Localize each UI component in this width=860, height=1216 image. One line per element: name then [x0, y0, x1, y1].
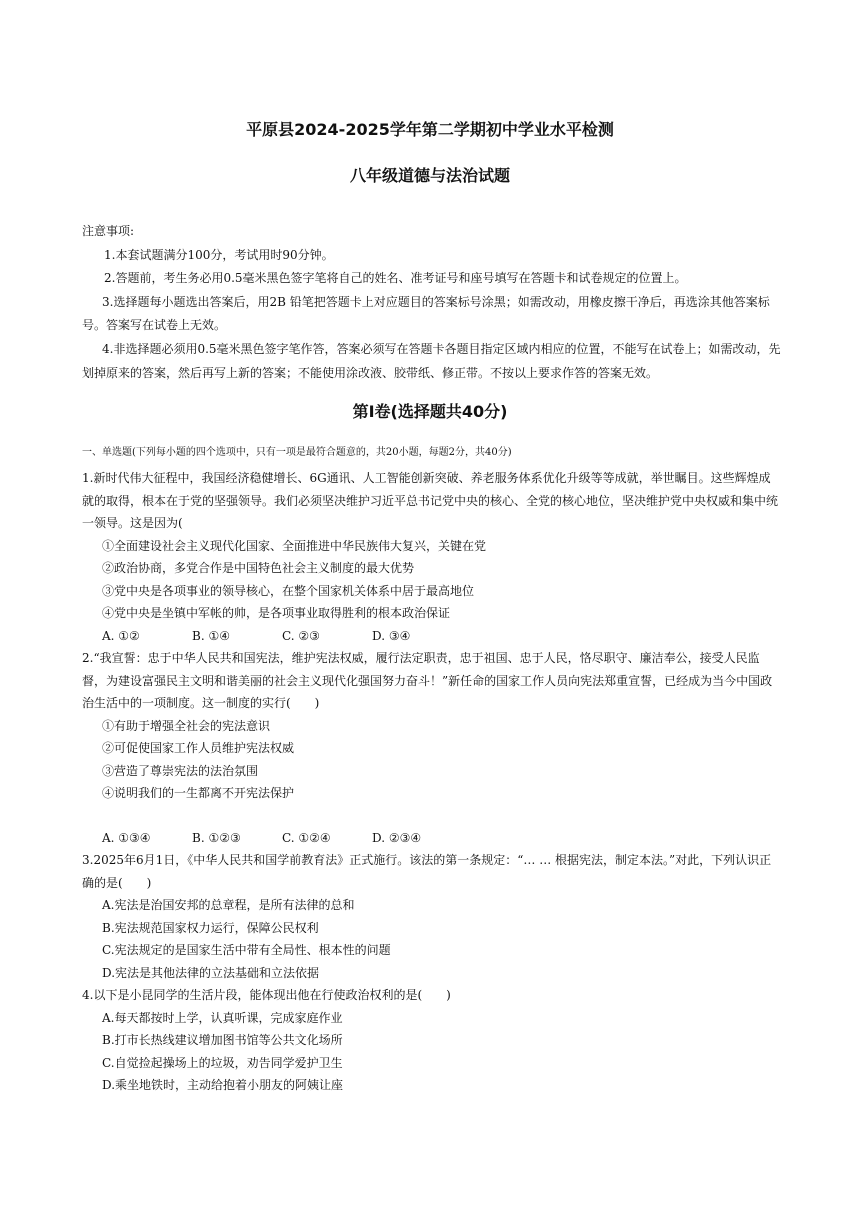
choice-option: D. ②③④: [372, 830, 422, 845]
choice-option: B. ①④: [192, 628, 230, 643]
exam-title: 平原县2024-2025学年第二学期初中学业水平检测: [246, 120, 614, 139]
choice-option: C. ①②④: [282, 830, 331, 845]
option: C.宪法规定的是国家生活中带有全局性、根本性的问题: [102, 943, 391, 957]
option: A.每天都按时上学，认真听课，完成家庭作业: [102, 1010, 343, 1025]
statement: ③党中央是各项事业的领导核心，在整个国家机关体系中居于最高地位: [102, 583, 475, 598]
question-stem: 4.以下是小昆同学的生活片段，能体现出他在行使政治权利的是( ): [82, 988, 451, 1002]
statement: ④说明我们的一生都离不开宪法保护: [102, 786, 295, 800]
notice-item: 1.本套试题满分100分，考试用时90分钟。: [104, 247, 334, 262]
option: B.宪法规范国家权力运行，保障公民权利: [102, 920, 319, 935]
choice-row: [82, 625, 782, 648]
exam-subtitle: 八年级道德与法治试题: [349, 166, 510, 185]
question-stem: 1.新时代伟大征程中，我国经济稳健增长、6G通讯、人工智能创新突破、养老服务体系优化升级等等成就，举世瞩目。这些辉煌成就的取得，根本在于党的坚强领导。我们必须坚决维护习近平总书记党中央的核心、全党的核心地位，坚决维护党中央权威和集中统一领导。这是因为(: [82, 471, 779, 530]
option: D.宪法是其他法律的立法基础和立法依据: [102, 965, 320, 980]
choice-option: C. ②③: [282, 628, 320, 643]
notice-item: 3.选择题每小题选出答案后，用2B 铅笔把答题卡上对应题目的答案标号涂黑；如需改动，用橡皮擦干净后，再选涂其他答案标号。答案写在试卷上无效。: [82, 294, 770, 333]
question-stem: 3.2025年6月1日，《中华人民共和国学前教育法》正式施行。该法的第一条规定：“… … 根据宪法，制定本法。”对此，下列认识正确的是( ): [82, 853, 772, 890]
statement: ②政治协商，多党合作是中国特色社会主义制度的最大优势: [102, 561, 415, 575]
option: C.自觉捡起操场上的垃圾，劝告同学爱护卫生: [102, 1055, 343, 1070]
section-intro: 一、单选题(下列每小题的四个选项中，只有一项是最符合题意的，共20小题，每题2分，共40分): [82, 447, 512, 458]
choice-option: B. ①②③: [192, 830, 241, 845]
blank-line: [82, 805, 782, 827]
choice-option: D. ③④: [372, 628, 411, 643]
choice-row: [82, 827, 782, 850]
choice-option: A. ①③④: [102, 830, 151, 845]
choice-option: A. ①②: [102, 628, 140, 643]
question-stem: 2.“我宣誓：忠于中华人民共和国宪法，维护宪法权威，履行法定职责，忠于祖国、忠于人民，恪尽职守、廉洁奉公，接受人民监督，为建设富强民主文明和谐美丽的社会主义现代化强国努力奋斗！”新任命的国家工作人员向宪法郑重宣誓，已经成为当今中国政治生活中的一项制度。这一制度的实行( ): [82, 651, 773, 710]
question-list: [82, 467, 782, 1097]
option: A.宪法是治国安邦的总章程，是所有法律的总和: [102, 898, 355, 912]
statement: ②可促使国家工作人员维护宪法权威: [102, 741, 295, 755]
option: B.打市长热线建议增加图书馆等公共文化场所: [102, 1033, 343, 1047]
statement: ③营造了尊崇宪法的法治氛围: [102, 763, 259, 778]
notice-heading: 注意事项:: [82, 224, 135, 238]
statement: ①全面建设社会主义现代化国家、全面推进中华民族伟大复兴，关键在党: [102, 538, 487, 553]
statement: ④党中央是坐镇中军帐的帅，是各项事业取得胜利的根本政治保证: [102, 606, 451, 620]
notice-item: 4.非选择题必须用0.5毫米黑色签字笔作答，答案必须写在答题卡各题目指定区域内相应的位置，不能写在试卷上；如需改动，先划掉原来的答案，然后再写上新的答案；不能使用涂改液、胶带纸、修正带。不按以上要求作答的答案无效。: [82, 341, 781, 380]
notice-block: [82, 220, 782, 385]
part-title: 第Ⅰ卷(选择题共40分): [352, 402, 508, 421]
option: D.乘坐地铁时，主动给抱着小朋友的阿姨让座: [102, 1078, 344, 1092]
statement: ①有助于增强全社会的宪法意识: [102, 718, 271, 733]
notice-item: 2.答题前，考生务必用0.5毫米黑色签字笔将自己的姓名、准考证号和座号填写在答题卡和试卷规定的位置上。: [104, 271, 687, 286]
